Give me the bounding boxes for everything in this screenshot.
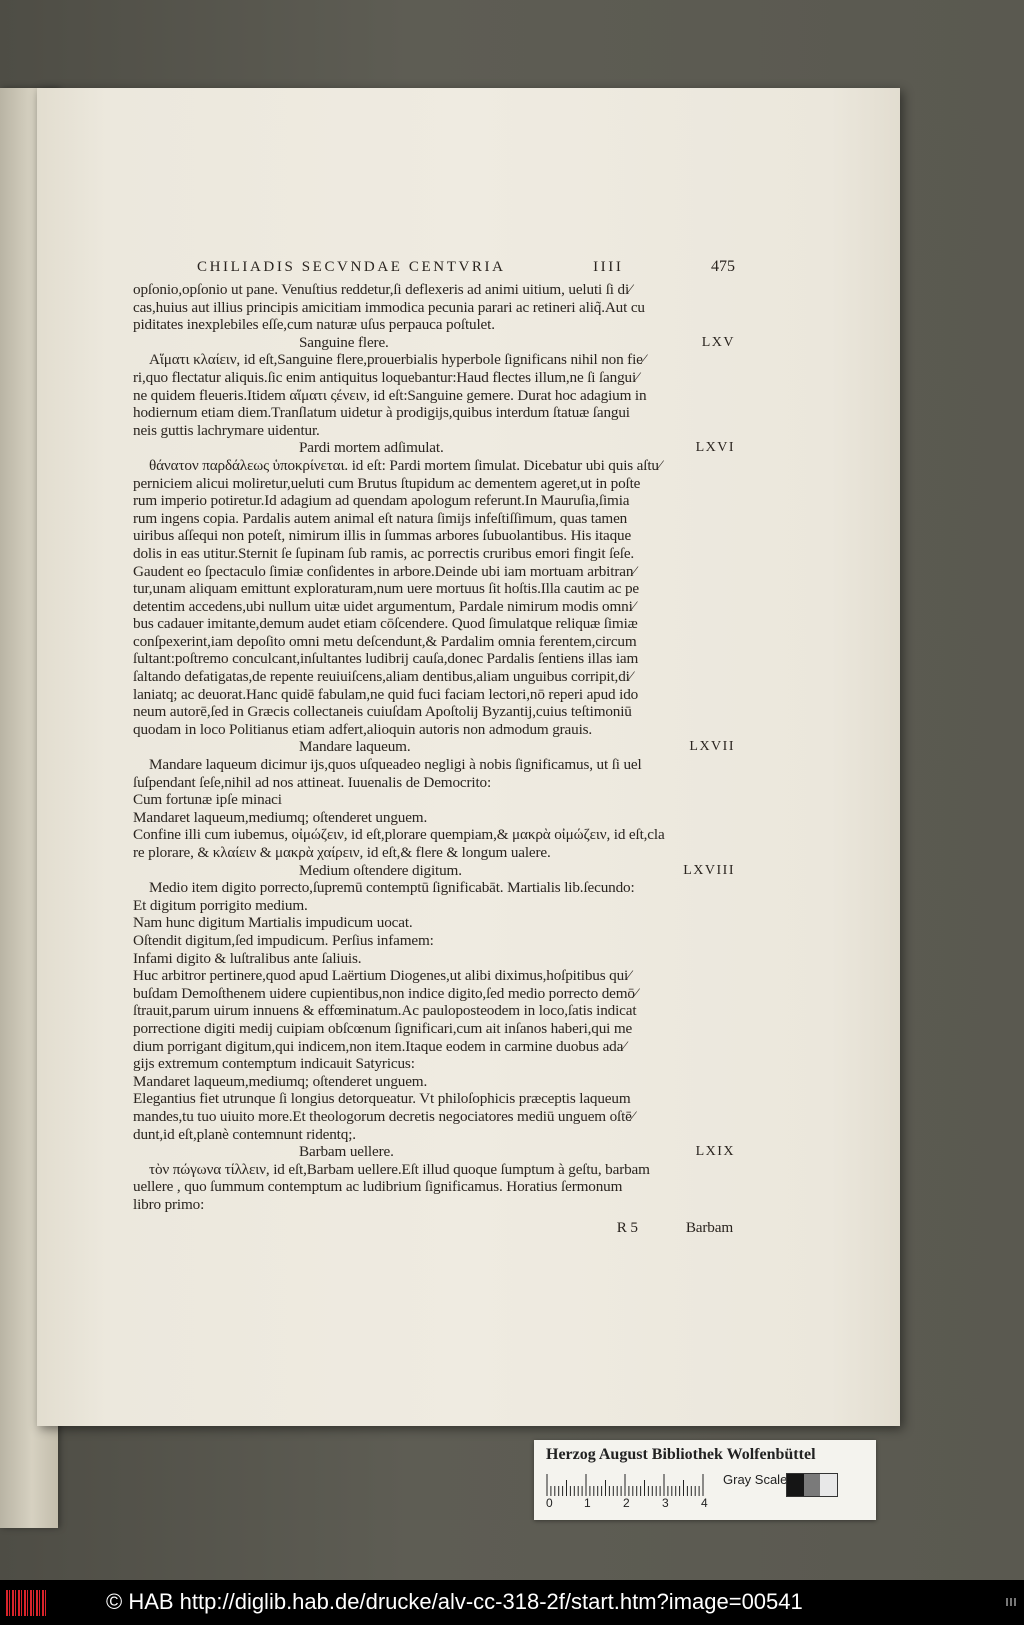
text-line: Mandaret laqueum,mediumq; oſtenderet unguem. [133,808,428,826]
adage-heading [133,862,735,880]
text-line: mandes,tu tuo uiuito more.Et theologorum decretis negociatores mediū unguem oſtē⁄ [133,1107,635,1125]
centuria-number: IIII [593,259,624,275]
menu-dots-icon[interactable] [1006,1598,1016,1606]
text-line: ſultant:poſtremo conculcant,inſultantes ludibrij cauſa,donec Pardalis ſentiens illas iam [133,650,639,668]
hab-logo-icon [6,1590,46,1616]
gray-scale-swatches [786,1473,838,1497]
gray-scale-label: Gray Scale [723,1472,788,1487]
text-line: ri,quo flectatur aliquis.ſic enim antiquitus loquebantur:Haud flectes illum,ne ſi ſangui⁄ [133,368,639,386]
adage-title: Mandare laqueum. [299,738,411,756]
institution-name: Herzog August Bibliothek Wolfenbüttel [546,1446,816,1463]
page-number: 475 [710,258,735,275]
text-line: dunt,id eſt,planè contemnunt ridentq;. [133,1125,356,1143]
footer-copyright-url[interactable]: © HAB http://diglib.hab.de/drucke/alv-cc-318-2f/start.htm?image=00541 [106,1589,803,1614]
text-line: ſuſpendant ſeſe,nihil ad nos attineat. Iuuenalis de Democrito: [133,773,492,791]
text-line: rum imperio potiretur.Id adagium ad quendam apologum referunt.In Mauruſia,ſimia [133,492,630,510]
text-line: re plorare, & κλαίειν & μακρὰ χαίρειν, id eſt,& flere & longum ualere. [133,844,551,861]
library-scale-label [534,1440,876,1520]
adage-heading [133,1143,735,1161]
text-line: porrectione digiti medij cuipiam obſcœnum ſignificari,cum ait inſanos haberi,qui me [133,1019,633,1037]
text-line: Oſtendit digitum,ſed impudicum. Perſius infamem: [133,931,434,949]
adage-number: LXVII [689,739,735,755]
adage-number: LXV [701,334,735,350]
text-line: buſdam Demoſthenem uidere cupientibus,non indice digito,ſed medio porrecto demō⁄ [133,984,638,1002]
adage-title: Medium oſtendere digitum. [299,861,462,879]
text-line: uellere , quo ſummum contemptum ac ludibrium ſignificamus. Horatius ſermonum [133,1178,623,1196]
text-line: perniciem alicui moliretur,ueluti cum Brutus ſtupidum ac dementem ageret,ut in poſte [133,474,641,492]
text-line: laniatq; ac deuorat.Hanc quidē fabulam,ne quid fuci faciam lectori,nō reperi apud ido [133,685,639,703]
adage-title: Barbam uellere. [299,1143,394,1161]
text-line: piditates inexplebiles eſſe,cum naturæ uſus perpauca poſtulet. [133,316,495,334]
text-line: Medio item digito porrecto,ſupremū contemptū ſignificabāt. Martialis lib.ſecundo: [149,879,635,897]
text-line: Infami digito & luſtralibus ante ſaliuis. [133,949,362,967]
adage-number: LXVIII [683,862,735,878]
text-line: θάνατον παρδάλεως ὑποκρίνεται. id eſt: Pardi mortem ſimulat. Dicebatur ubi quis aſtu⁄ [149,456,662,474]
adage-number: LXIX [695,1144,735,1160]
text-line: libro primo: [133,1195,205,1213]
text-line: Confine illi cum iubemus, οἰμώζειν, id eſt,plorare quempiam,& μακρὰ οἰμώζειν, id eſt,cla [133,826,665,844]
ruler-number: 1 [584,1496,591,1510]
text-line: Mandaret laqueum,mediumq; oſtenderet unguem. [133,1072,428,1090]
text-line: dolis in eas utitur.Sternit ſe ſupinam ſub ramis, ac porrectis cruribus emori fingit ſeſe. [133,544,635,562]
page-footer-signature [133,1219,735,1237]
text-line: Αἵματι κλαίειν, id eſt,Sanguine flere,prouerbialis hyperbole ſignificans nihil non fie⁄ [149,351,646,369]
body-text [133,281,735,1213]
text-line: Mandare laqueum dicimur ijs,quos uſqueadeo negligi à nobis ſignificamus, ut ſi uel [149,756,642,774]
adage-title: Sanguine flere. [299,333,389,351]
text-line: ſaltando defatigatas,de repente reuiuiſcens,aliam dentibus,aliam unguibus corripit,di⁄ [133,668,633,686]
viewer-footer [0,1580,1024,1625]
adage-title: Pardi mortem adſimulat. [299,439,444,457]
text-line: ne quidem fleueris.Itidem αἵματι ςένειν, id eſt:Sanguine gemere. Durat hoc adagium in [133,386,647,404]
text-line: uiribus aſſequi non poteſt, nimirum illis in ſummas arbores ſubuolantibus. His itaque [133,527,632,545]
text-line: opſonio,opſonio ut pane. Venuſtius reddetur,ſi deflexeris ad animi uitium, ueluti ſi di⁄ [133,281,632,298]
gray-swatch [820,1474,837,1496]
ruler-scale [546,1472,706,1496]
gray-swatch [804,1474,821,1496]
text-line: hodiernum etiam diem.Tranſlatum uidetur à prodigijs,quibus interdum ſtatuæ ſangui [133,404,630,422]
adage-heading [133,439,735,457]
book-page [37,88,900,1426]
text-line: dium porrigant digitum,qui indicem,non item.Itaque eodem in carmine duobus ada⁄ [133,1037,626,1055]
text-line: τὸν πώγωνα τίλλειν, id eſt,Barbam uellere.Eſt illud quoque ſumptum à geſtu, barbam [149,1160,650,1178]
text-line: cas,huius aut illius principis amicitiam immodica pecunia parari ac retineri aliq̃.Aut cu [133,298,645,316]
ruler-number: 4 [701,1496,708,1510]
ruler-number: 2 [623,1496,630,1510]
text-line: tur,unam aliquam emittunt exploraturam,num uere mortuus ſit hoſtis.Illa cautim ac pe [133,580,639,598]
page-text-block [133,258,735,1237]
text-line: Et digitum porrigito medium. [133,896,308,914]
running-head [197,258,735,276]
text-line: Cum fortunæ ipſe minaci [133,791,282,809]
text-line: Elegantius fiet utrunque ſi longius detorqueatur. Vt philoſophicis præceptis laqueum [133,1090,631,1108]
adage-heading [133,738,735,756]
text-line: neis guttis lachrymare uidentur. [133,421,320,439]
text-line: Huc arbitror pertinere,quod apud Laërtium Diogenes,ut alibi diximus,hoſpitibus qui⁄ [133,967,631,985]
text-line: bus cadauer imitante,demum audet etiam cōſcendere. Quod ſimulatque reliquæ ſimiæ [133,615,638,633]
text-line: gijs extremum contemptum indicauit Satyricus: [133,1055,415,1073]
text-line: quodam in loco Politianus etiam adfert,alioquin autoris non admodum grauis. [133,720,593,738]
catchword: Barbam [685,1219,733,1237]
gray-swatch [787,1474,804,1496]
signature-mark: R 5 [616,1219,638,1237]
text-line: neum autorē,ſed in Græcis collectaneis cuiuſdam Apoſtolij Byzantij,cuius teſtimoniū [133,703,632,721]
adage-number: LXVI [695,440,735,456]
text-line: detentim accedens,ubi nullum uitæ uidet argumentum, Pardale nimirum modis omni⁄ [133,597,636,615]
running-head-title: CHILIADIS SECVNDAE CENTVRIA [197,259,506,275]
adage-heading [133,334,735,352]
ruler-number: 3 [662,1496,669,1510]
text-line: ſtrauit,parum uirum innuens & effœminatum.Ac pauloposteodem in loco,ſatis indicat [133,1002,637,1020]
ruler-number: 0 [546,1496,553,1510]
text-line: Gaudent eo ſpectaculo ſimiæ conſidentes in arbore.Deinde ubi iam mortuam arbitran⁄ [133,562,636,580]
text-line: rum ingens copia. Pardalis autem animal eſt natura ſimijs infeſtiſſimum, quas tamen [133,509,628,527]
text-line: conſpexerint,iam depoſito omni metu deſcendunt,& Pardalim omnia ferentem,circum [133,632,637,650]
text-line: Nam hunc digitum Martialis impudicum uocat. [133,914,413,932]
